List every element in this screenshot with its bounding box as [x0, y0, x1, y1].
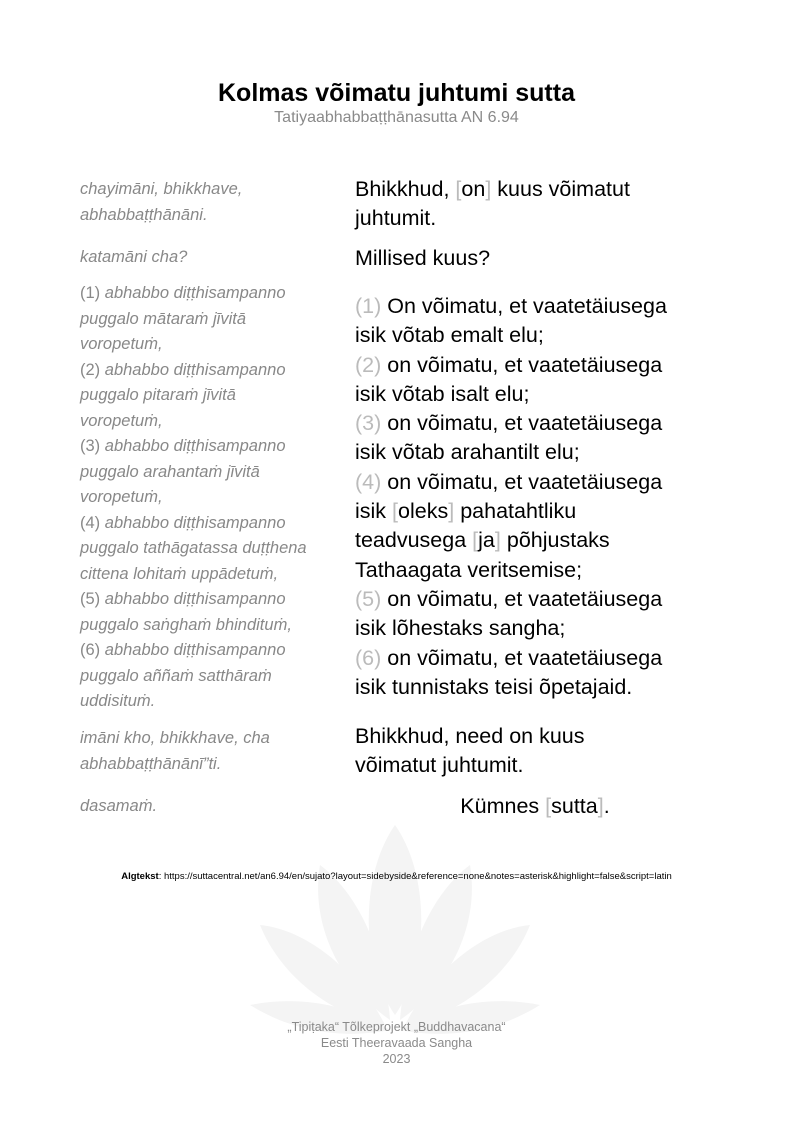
translation-item-number: (5): [355, 586, 382, 611]
pali-items: [80, 281, 335, 715]
pali-line: abhabbo diṭṭhisampanno: [104, 513, 286, 532]
pali-item-4: [80, 511, 335, 537]
translation-text: võimatut juhtumit.: [355, 753, 524, 778]
pali-line: voropetuṁ,: [80, 488, 163, 506]
translation-text: isik: [355, 499, 387, 524]
pali-line: katamāni cha?: [80, 248, 188, 266]
translation-text: kuus võimatut: [497, 177, 630, 201]
translation-item-number: (6): [355, 645, 382, 670]
translation-text: isik võtab emalt elu;: [355, 323, 544, 348]
source-footer: [0, 871, 793, 882]
pali-item-5: [80, 587, 335, 613]
pali-item-1: [80, 281, 335, 307]
pali-item-number: (6): [80, 641, 101, 659]
pali-line: uddisituṁ.: [80, 692, 156, 710]
credits: [0, 1019, 793, 1067]
pali-line: puggalo arahantaṁ jīvitā: [80, 462, 260, 481]
translation-text: on võimatu, et vaatetäiusega: [387, 645, 663, 670]
pali-line: abhabbo diṭṭhisampanno: [104, 284, 286, 302]
credits-line: „Tipiṭaka“ Tõlkeprojekt „Buddhavacana“: [287, 1020, 506, 1034]
estonian-closing: [355, 722, 715, 781]
source-url: : https://suttacentral.net/an6.94/en/sujato?layout=sidebyside&reference=none&notes=asterisk&highlight=false&script=latin: [158, 871, 672, 882]
translation-text: .: [603, 794, 610, 818]
translation-text: isik võtab isalt elu;: [355, 381, 530, 406]
translation-text: isik võtab arahantilt elu;: [355, 440, 580, 465]
estonian-intro: Bhikkhud, [on] kuus võimatut juhtumit.: [355, 175, 715, 234]
pali-line: dasamaṁ.: [80, 797, 158, 815]
pali-item-6: [80, 638, 335, 664]
translation-text: on võimatu, et vaatetäiusega: [387, 469, 663, 494]
translation-item-number: (4): [355, 469, 382, 494]
translation-item-number: (3): [355, 411, 382, 436]
estonian-items: (1) On võimatu, et vaatetäiusega isik võtab emalt elu; (2) on võimatu, et vaatetäiusega isik võtab isalt elu; (3) on võimatu, et vaatetäiusega isik võtab arahantilt elu; (4) on võimatu, et vaatetäiusega isik [oleks] pahatahtliku teadvusega [ja] põhjustaks Tathaagata veritsemise; (5) on võimatu, et vaatetäiusega isik lõhestaks sangha; (6) on võimatu, et vaatetäiusega isik tunnistaks teisi õpetajaid.: [355, 292, 715, 702]
translation-text: isik tunnistaks teisi õpetajaid.: [355, 674, 633, 699]
pali-line: puggalo mātaraṁ jīvitā: [80, 309, 246, 328]
translation-insertion: sutta: [551, 794, 598, 818]
pali-item-number: (3): [80, 437, 101, 455]
pali-line: chayimāni, bhikkhave,: [80, 180, 243, 198]
page-title: Kolmas võimatu juhtumi sutta: [218, 79, 575, 107]
pali-line: abhabbo diṭṭhisampanno: [104, 641, 286, 659]
translation-text: Kümnes: [460, 794, 540, 818]
pali-intro: [80, 177, 335, 228]
translation-text: pahatahtliku: [460, 499, 577, 524]
pali-closing: [80, 726, 335, 777]
credits-line: 2023: [382, 1052, 411, 1066]
translation-text: On võimatu, et vaatetäiusega: [387, 294, 667, 318]
pali-line: puggalo tathāgatassa duṭṭhena: [80, 539, 307, 557]
pali-line: voropetuṁ,: [80, 411, 163, 430]
credits-line: Eesti Theeravaada Sangha: [320, 1036, 473, 1050]
pali-line: voropetuṁ,: [80, 335, 163, 353]
pali-item-3: [80, 434, 335, 460]
translation-text: on võimatu, et vaatetäiusega: [387, 411, 663, 436]
translation-item-number: (1): [355, 294, 382, 318]
translation-text: on võimatu, et vaatetäiusega: [387, 586, 663, 611]
translation-item-number: (2): [355, 352, 382, 377]
estonian-question: [355, 244, 715, 273]
translation-text: on võimatu, et vaatetäiusega: [387, 352, 663, 377]
translation-text: Bhikkhud,: [355, 177, 450, 201]
pali-line: abhabbo diṭṭhisampanno: [104, 590, 286, 608]
translation-insertion: ja: [478, 528, 495, 553]
translation-text: Tathaagata veritsemise;: [355, 557, 583, 582]
translation-text: juhtumit.: [355, 206, 437, 231]
pali-item-number: (2): [80, 360, 101, 379]
translation-text: isik lõhestaks sangha;: [355, 616, 566, 641]
pali-item-number: (5): [80, 590, 101, 608]
pali-line: cittena lohitaṁ uppādetuṁ,: [80, 564, 279, 583]
page-header: [0, 78, 793, 128]
pali-item-number: (1): [80, 284, 101, 302]
pali-line: abhabbaṭṭhānāni.: [80, 205, 208, 224]
translation-text: teadvusega: [355, 528, 467, 553]
pali-question: [80, 245, 335, 271]
pali-line: abhabbo diṭṭhisampanno: [104, 437, 286, 455]
pali-line: puggalo aññaṁ satthāraṁ: [80, 666, 272, 685]
translation-text: põhjustaks: [506, 528, 610, 553]
translation-insertion: oleks: [398, 499, 449, 524]
translation-text: Bhikkhud, need on kuus: [355, 724, 585, 748]
pali-item-number: (4): [80, 513, 101, 532]
translation-text: Millised kuus?: [355, 246, 491, 270]
estonian-end: Kümnes [sutta].: [460, 794, 610, 818]
pali-end: [80, 794, 335, 820]
pali-line: abhabbaṭṭhānānī”ti.: [80, 754, 222, 773]
page-subtitle: Tatiyaabhabbaṭṭhānasutta AN 6.94: [274, 109, 519, 126]
pali-line: puggalo saṅghaṁ bhindituṁ,: [80, 615, 292, 634]
pali-line: puggalo pitaraṁ jīvitā: [80, 386, 236, 404]
translation-insertion: on: [461, 177, 486, 201]
pali-line: imāni kho, bhikkhave, cha: [80, 729, 270, 747]
source-label: Algtekst: [121, 871, 159, 882]
pali-item-2: [80, 358, 335, 384]
pali-line: abhabbo diṭṭhisampanno: [104, 360, 286, 379]
